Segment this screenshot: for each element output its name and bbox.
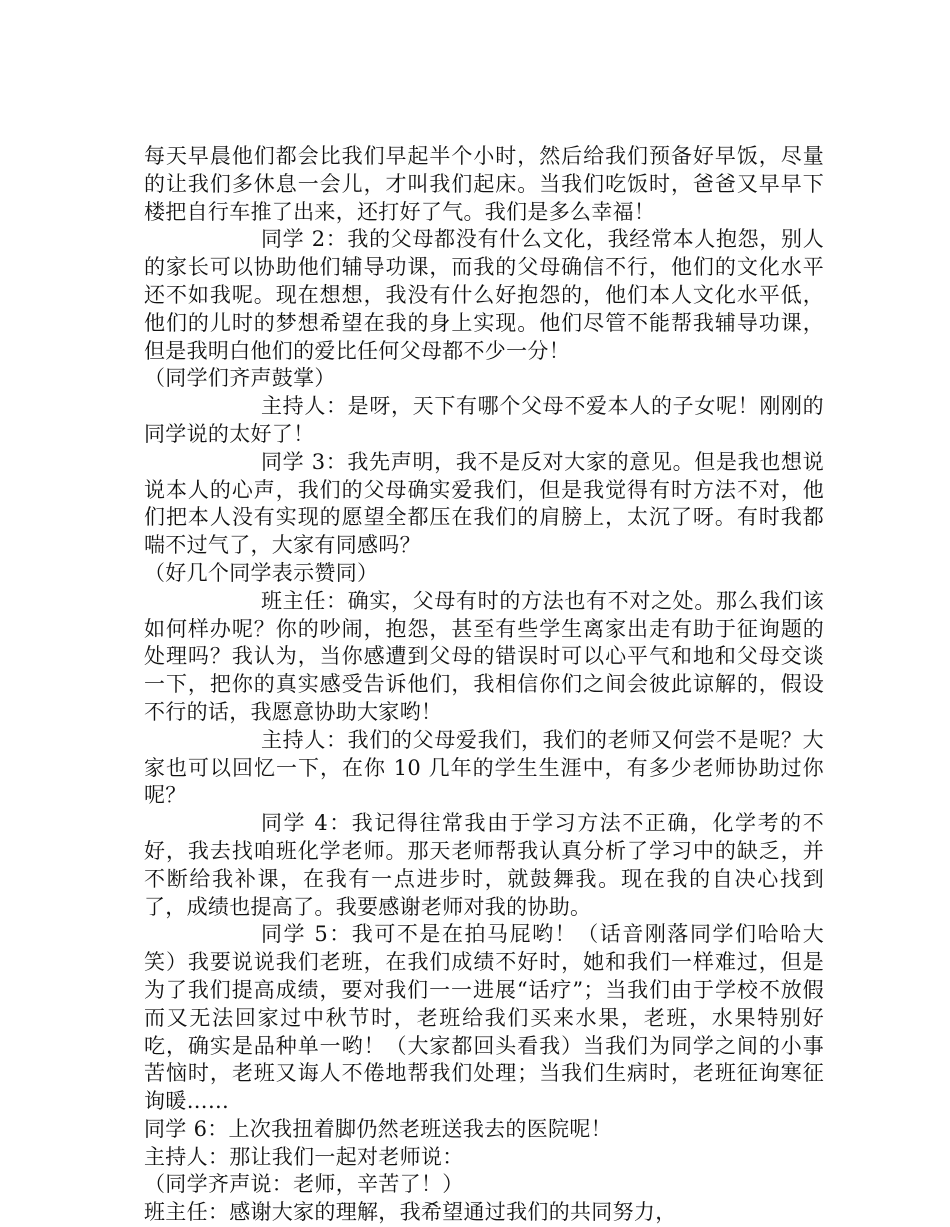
paragraph-classmate-4: 同学 4：我记得往常我由于学习方法不正确，化学考的不好，我去找咱班化学老师。那天老师帮我认真分析了学习中的缺乏，并不断给我补课，在我有一点进步时，就鼓舞我。现在我的自决心找到了，成绩也提高了。我要感谢老师对我的协助。 xyxy=(144,811,824,919)
paragraph-host-3: 主持人：那让我们一起对老师说： xyxy=(144,1144,464,1169)
paragraph-classmate-3: 同学 3：我先声明，我不是反对大家的意见。但是我也想说说本人的心声，我们的父母确实爱我们，但是我觉得有时方法不对，他们把本人没有实现的愿望全都压在我们的肩膀上，太沉了呀。有时我都喘不过气了，大家有同感吗？ xyxy=(144,449,824,558)
stage-direction-applause: （同学们齐声鼓掌） xyxy=(144,366,336,391)
paragraph-classmate-2: 同学 2：我的父母都没有什么文化，我经常本人抱怨，别人的家长可以协助他们辅导功课，而我的父母确信不行，他们的文化水平还不如我呢。现在想想，我没有什么好抱怨的，他们本人文化水平低，他们的儿时的梦想希望在我的身上实现。他们尽管不能帮我辅导功课，但是我明白他们的爱比任何父母都不少一分！ xyxy=(144,227,824,363)
stage-direction-agree: （好几个同学表示赞同） xyxy=(144,560,379,585)
paragraph-parents-morning: 每天早晨他们都会比我们早起半个小时，然后给我们预备好早饭，尽量的让我们多休息一会儿，才叫我们起床。当我们吃饭时，爸爸又早早下楼把自行车推了出来，还打好了气。我们是多么幸福！ xyxy=(144,144,824,224)
paragraph-host-1: 主持人：是呀，天下有哪个父母不爱本人的子女呢！刚刚的同学说的太好了！ xyxy=(144,394,824,446)
paragraph-classmate-5: 同学 5：我可不是在拍马屁哟！（话音刚落同学们哈哈大笑）我要说说我们老班，在我们成绩不好时，她和我们一样难过，但是为了我们提高成绩，要对我们一一进展“话疗”；当我们由于学校不放假而又无法回家过中秋节时，老班给我们买来水果，老班，水果特别好吃，确实是品种单一哟！（大家都回头看我）当我们为同学之间的小事苦恼时，老班又诲人不倦地帮我们处理；当我们生病时，老班征询寒征询暖…… xyxy=(144,922,824,1114)
paragraph-head-teacher-2: 班主任：感谢大家的理解，我希望通过我们的共同努力， xyxy=(144,1200,677,1225)
paragraph-head-teacher-1: 班主任：确实，父母有时的方法也有不对之处。那么我们该如何样办呢？你的吵闹，抱怨，甚至有些学生离家出走有助于征询题的处理吗？我认为，当你感遭到父母的错误时可以心平气和地和父母交谈一下，把你的真实感受告诉他们，我相信你们之间会彼此谅解的，假设不行的话，我愿意协助大家哟！ xyxy=(144,588,824,724)
paragraph-classmate-6: 同学 6：上次我扭着脚仍然老班送我去的医院呢！ xyxy=(144,1116,612,1141)
stage-direction-thanks-teacher: （同学齐声说：老师，辛苦了！） xyxy=(144,1172,464,1197)
document-body xyxy=(144,143,824,1227)
paragraph-host-2: 主持人：我们的父母爱我们，我们的老师又何尝不是呢？大家也可以回忆一下，在你 10 几年的学生生涯中，有多少老师协助过你呢？ xyxy=(144,727,824,808)
